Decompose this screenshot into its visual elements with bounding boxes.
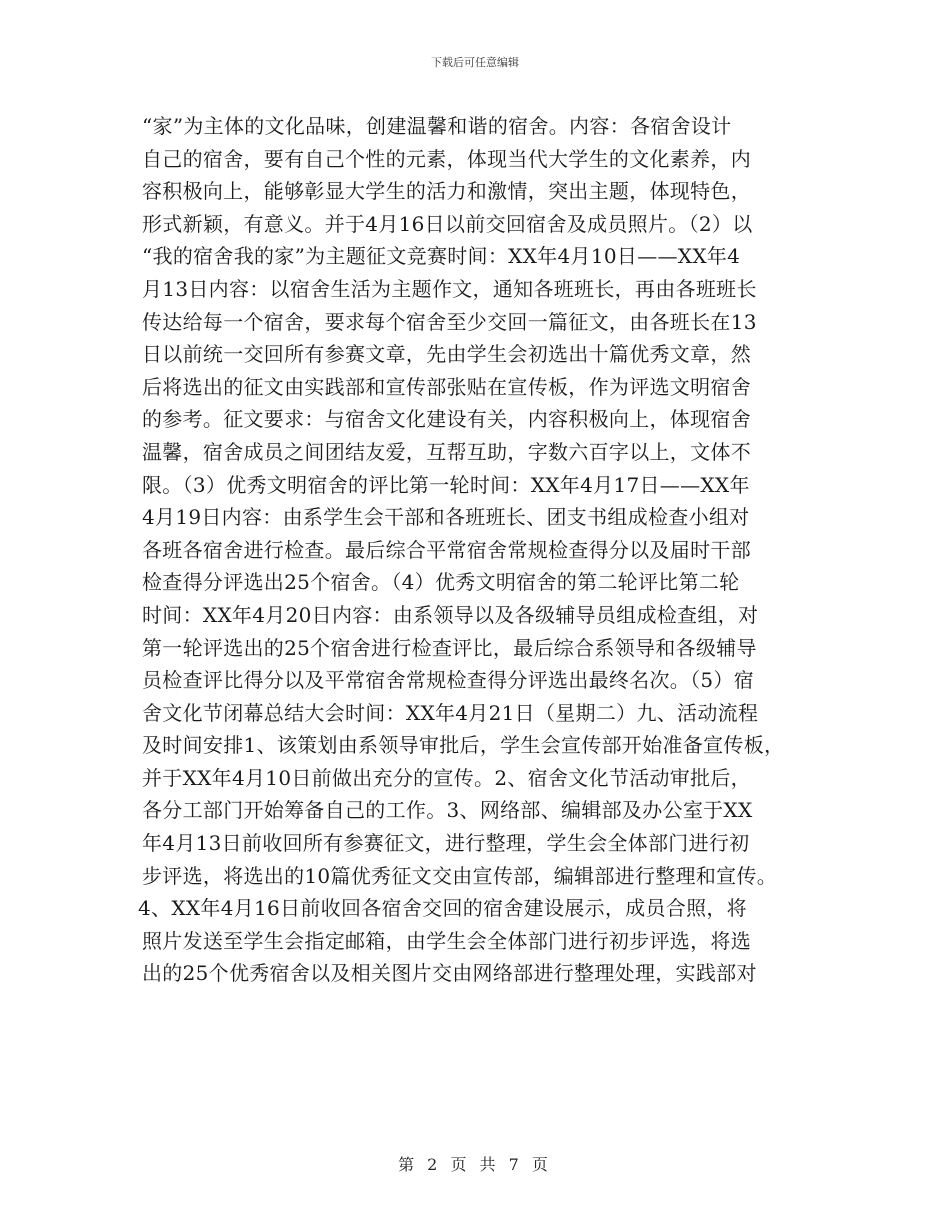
page-header: 下载后可任意编辑: [431, 56, 519, 69]
text-line: 容积极向上，能够彰显大学生的活力和激情，突出主题，体现特色，: [142, 179, 751, 204]
text-line: “我的宿舍我的家”为主题征文竞赛时间：XX年4月10日——XX年4: [142, 244, 741, 269]
text-line: 自己的宿舍，要有自己个性的元素，体现当代大学生的文化素养，内: [142, 146, 751, 171]
text-line: 检查得分评选出25个宿舍。（4）优秀文明宿舍的第二轮评比第二轮: [142, 570, 740, 595]
text-line: 月13日内容：以宿舍生活为主题作文，通知各班班长，再由各班班长: [142, 276, 757, 301]
document-body: [138, 110, 822, 990]
text-line: 传达给每一个宿舍，要求每个宿舍至少交回一篇征文，由各班长在13: [142, 309, 757, 334]
text-line: 各分工部门开始筹备自己的工作。3、网络部、编辑部及办公室于XX: [142, 798, 753, 823]
text-line: 各班各宿舍进行检查。最后综合平常宿舍常规检查得分以及届时干部: [142, 537, 751, 562]
text-line: 员检查评比得分以及平常宿舍常规检查得分评选出最终名次。（5）宿: [142, 668, 755, 693]
text-line: 照片发送至学生会指定邮箱，由学生会全体部门进行初步评选，将选: [142, 928, 751, 953]
text-line: “家”为主体的文化品味，创建温馨和谐的宿舍。内容：各宿舍设计: [142, 114, 732, 138]
text-line: 及时间安排1、该策划由系领导审批后，学生会宣传部开始准备宣传板，: [142, 733, 785, 758]
text-line: 温馨，宿舍成员之间团结友爱，互帮互助，字数六百字以上，文体不: [142, 439, 751, 464]
page-footer: 第 2 页 共 7 页: [398, 1155, 552, 1174]
text-line: 限。（3）优秀文明宿舍的评比第一轮时间：XX年4月17日——XX年: [142, 472, 750, 497]
text-line: 舍文化节闭幕总结大会时间：XX年4月21日（星期二）九、活动流程: [142, 700, 759, 725]
text-line: 形式新颖，有意义。并于4月16日以前交回宿舍及成员照片。（2）以: [142, 211, 753, 236]
text-line: 出的25个优秀宿舍以及相关图片交由网络部进行整理处理，实践部对: [142, 961, 757, 986]
text-line: 的参考。征文要求：与宿舍文化建设有关，内容积极向上，体现宿舍: [142, 407, 751, 432]
text-line: 后将选出的征文由实践部和宣传部张贴在宣传板，作为评选文明宿舍: [142, 374, 751, 399]
text-line: 并于XX年4月10日前做出充分的宣传。2、宿舍文化节活动审批后，: [142, 765, 751, 790]
text-line: 年4月13日前收回所有参赛征文，进行整理，学生会全体部门进行初: [142, 831, 750, 856]
text-line: 步评选，将选出的10篇优秀征文交由宣传部，编辑部进行整理和宣传。: [142, 863, 778, 888]
text-line: 第一轮评选出的25个宿舍进行检查评比，最后综合系领导和各级辅导: [142, 635, 757, 660]
text-line: 4、XX年4月16日前收回各宿舍交回的宿舍建设展示，成员合照，将: [138, 896, 747, 921]
text-line: 日以前统一交回所有参赛文章，先由学生会初选出十篇优秀文章，然: [142, 342, 751, 367]
text-line: 4月19日内容：由系学生会干部和各班班长、团支书组成检查小组对: [142, 505, 750, 530]
text-line: 时间：XX年4月20日内容：由系领导以及各级辅导员组成检查组，对: [142, 602, 759, 627]
